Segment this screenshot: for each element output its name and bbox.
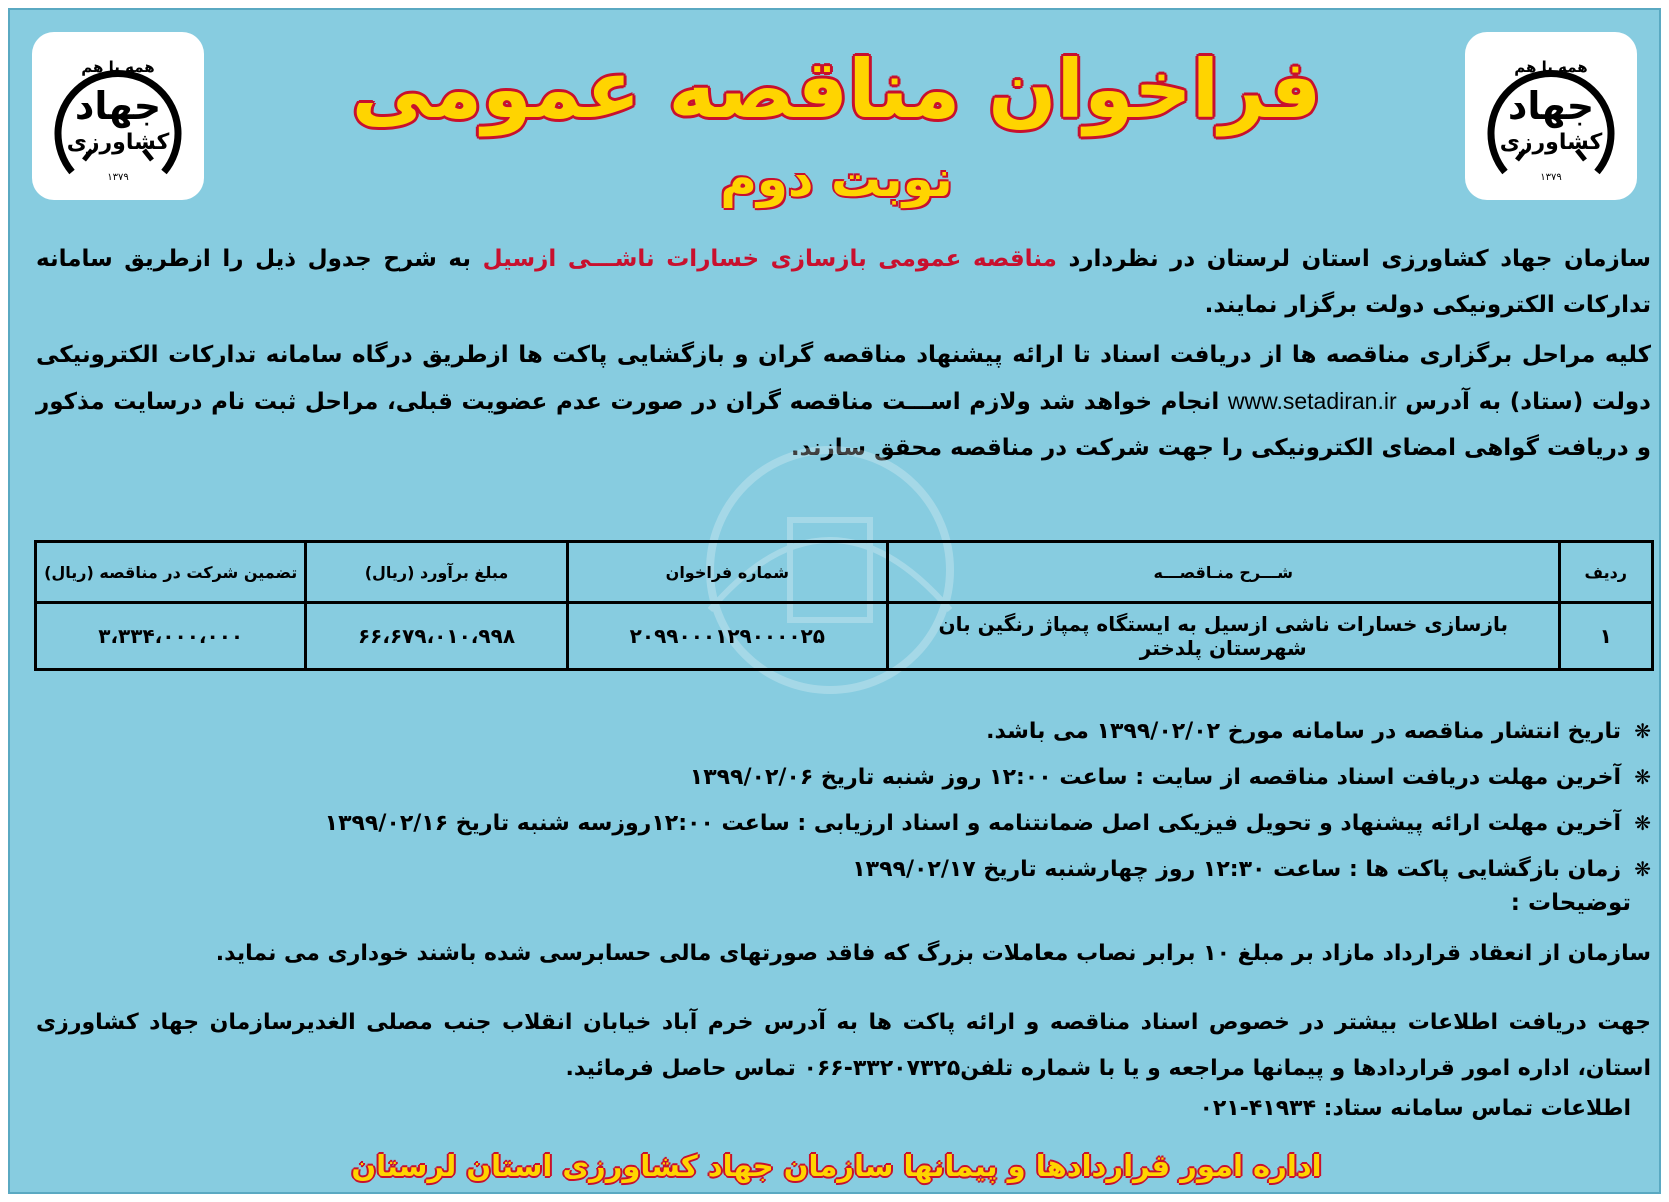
list-item	[36, 800, 1651, 846]
cell-description: بازسازی خسارات ناشی ازسیل به ایستگاه پمپاژ رنگین بان شهرستان پلدختر	[888, 603, 1560, 670]
list-item	[36, 708, 1651, 754]
date-bullet-list	[36, 708, 1651, 892]
asterisk-bullet-icon: ❋	[1634, 719, 1651, 743]
bullet-text: آخرین مهلت دریافت اسناد مناقصه از سایت : ساعت ۱۲:۰۰ روز شنبه تاریخ ۱۳۹۹/۰۲/۰۶	[689, 765, 1621, 790]
bullet-text: تاریخ انتشار مناقصه در سامانه مورخ ۱۳۹۹/۰۲/۰۲ می باشد.	[986, 719, 1621, 744]
intro-paragraph-1	[36, 236, 1651, 328]
header-row-number: ردیف	[1559, 542, 1652, 603]
header-guarantee: تضمین شرکت در مناقصه (ریال)	[36, 542, 306, 603]
notes-text: سازمان از انعقاد قرارداد مازاد بر مبلغ ۱۰ برابر نصاب معاملات بزرگ که فاقد صورتهای مالی حسابرسی شده باشند خوداری می نماید.	[215, 941, 1651, 966]
contact-line: اطلاعات تماس سامانه ستاد: ۴۱۹۳۴-۰۲۱	[1199, 1096, 1631, 1121]
bullet-text: آخرین مهلت ارائه پیشنهاد و تحویل فیزیکی اصل ضمانتنامه و اسناد ارزیابی : ساعت ۱۲:۰۰روزسه شنبه تاریخ ۱۳۹۹/۰۲/۱۶	[324, 811, 1621, 836]
table-header-row	[36, 542, 1653, 603]
notice-title: فراخوان مناقصه عمومی	[351, 43, 1322, 136]
asterisk-bullet-icon: ❋	[1634, 811, 1651, 835]
header-call-number: شماره فراخوان	[567, 542, 887, 603]
cell-call-number: ۲۰۹۹۰۰۰۱۲۹۰۰۰۰۲۵	[567, 603, 887, 670]
cell-guarantee: ۳،۳۳۴،۰۰۰،۰۰۰	[36, 603, 306, 670]
logo-sub-text: کشاورزی	[66, 130, 170, 155]
setad-url-link[interactable]: www.setadiran.ir	[1227, 388, 1397, 414]
header-estimate: مبلغ برآورد (ریال)	[306, 542, 567, 603]
logo-main-text: جهاد	[1507, 84, 1595, 128]
logo-top-text: همه با هم	[81, 58, 155, 76]
logo-top-text: همه با هم	[1514, 58, 1588, 76]
footer-signature: اداره امور قراردادها و پیمانها سازمان جهاد کشاورزی استان لرستان	[351, 1149, 1322, 1183]
intro-p1-highlight: مناقصه عمومی بازسازی خسارات ناشـــی ازسیل	[482, 246, 1057, 272]
notice-frame	[8, 8, 1661, 1194]
notes-heading: توضیحات :	[1510, 890, 1631, 916]
logo-year: ۱۳۷۹	[1540, 172, 1562, 183]
intro-p2-before: کلیه مراحل برگزاری مناقصه ها از دریافت اسناد تا ارائه پیشنهاد مناقصه گران و بازگشایی پاکت ها ازطریق درگاه سامانه تدارکات الکترونیکی دولت (ستاد) به آدرس	[36, 342, 1651, 415]
cell-row-number: ۱	[1559, 603, 1652, 670]
list-item	[36, 754, 1651, 800]
cell-estimate: ۶۶،۶۷۹،۰۱۰،۹۹۸	[306, 603, 567, 670]
logo-year: ۱۳۷۹	[107, 172, 129, 183]
info-paragraph: جهت دریافت اطلاعات بیشتر در خصوص اسناد مناقصه و ارائه پاکت ها به آدرس خرم آباد خیابان انقلاب جنب مصلی الغدیرسازمان جهاد کشاورزی استان، اداره امور قراردادها و پیمانها مراجعه و یا با شماره تلفن۳۳۲۰۷۳۲۵-۰۶۶ تماس حاصل فرمائید.	[36, 1010, 1651, 1081]
logo-main-text: جهاد	[74, 84, 162, 128]
intro-p2-after: انجام خواهد شد ولازم اســـت مناقصه گران در صورت عدم عضویت قبلی، مراحل ثبت نام درسایت مذکور و دریافت گواهی امضای الکترونیکی را جهت شرکت در مناقصه محقق سازند.	[36, 389, 1651, 461]
asterisk-bullet-icon: ❋	[1634, 765, 1651, 789]
header-description: شـــرح منـاقصـــه	[888, 542, 1560, 603]
intro-p1-before: سازمان جهاد کشاورزی استان لرستان در نظردارد	[1056, 246, 1652, 272]
asterisk-bullet-icon: ❋	[1634, 857, 1651, 881]
notice-subtitle: نوبت دوم	[720, 150, 953, 208]
table-row	[36, 603, 1653, 670]
list-item	[36, 846, 1651, 892]
tender-table	[34, 540, 1654, 671]
bullet-text: زمان بازگشایی پاکت ها : ساعت ۱۲:۳۰ روز چهارشنبه تاریخ ۱۳۹۹/۰۲/۱۷	[852, 857, 1621, 882]
logo-sub-text: کشاورزی	[1499, 130, 1603, 155]
logo-right	[1465, 32, 1637, 200]
intro-p1-after: به شرح جدول ذیل را ازطریق سامانه تدارکات الکترونیکی دولت برگزار نمایند.	[36, 246, 1651, 318]
logo-left	[32, 32, 204, 200]
